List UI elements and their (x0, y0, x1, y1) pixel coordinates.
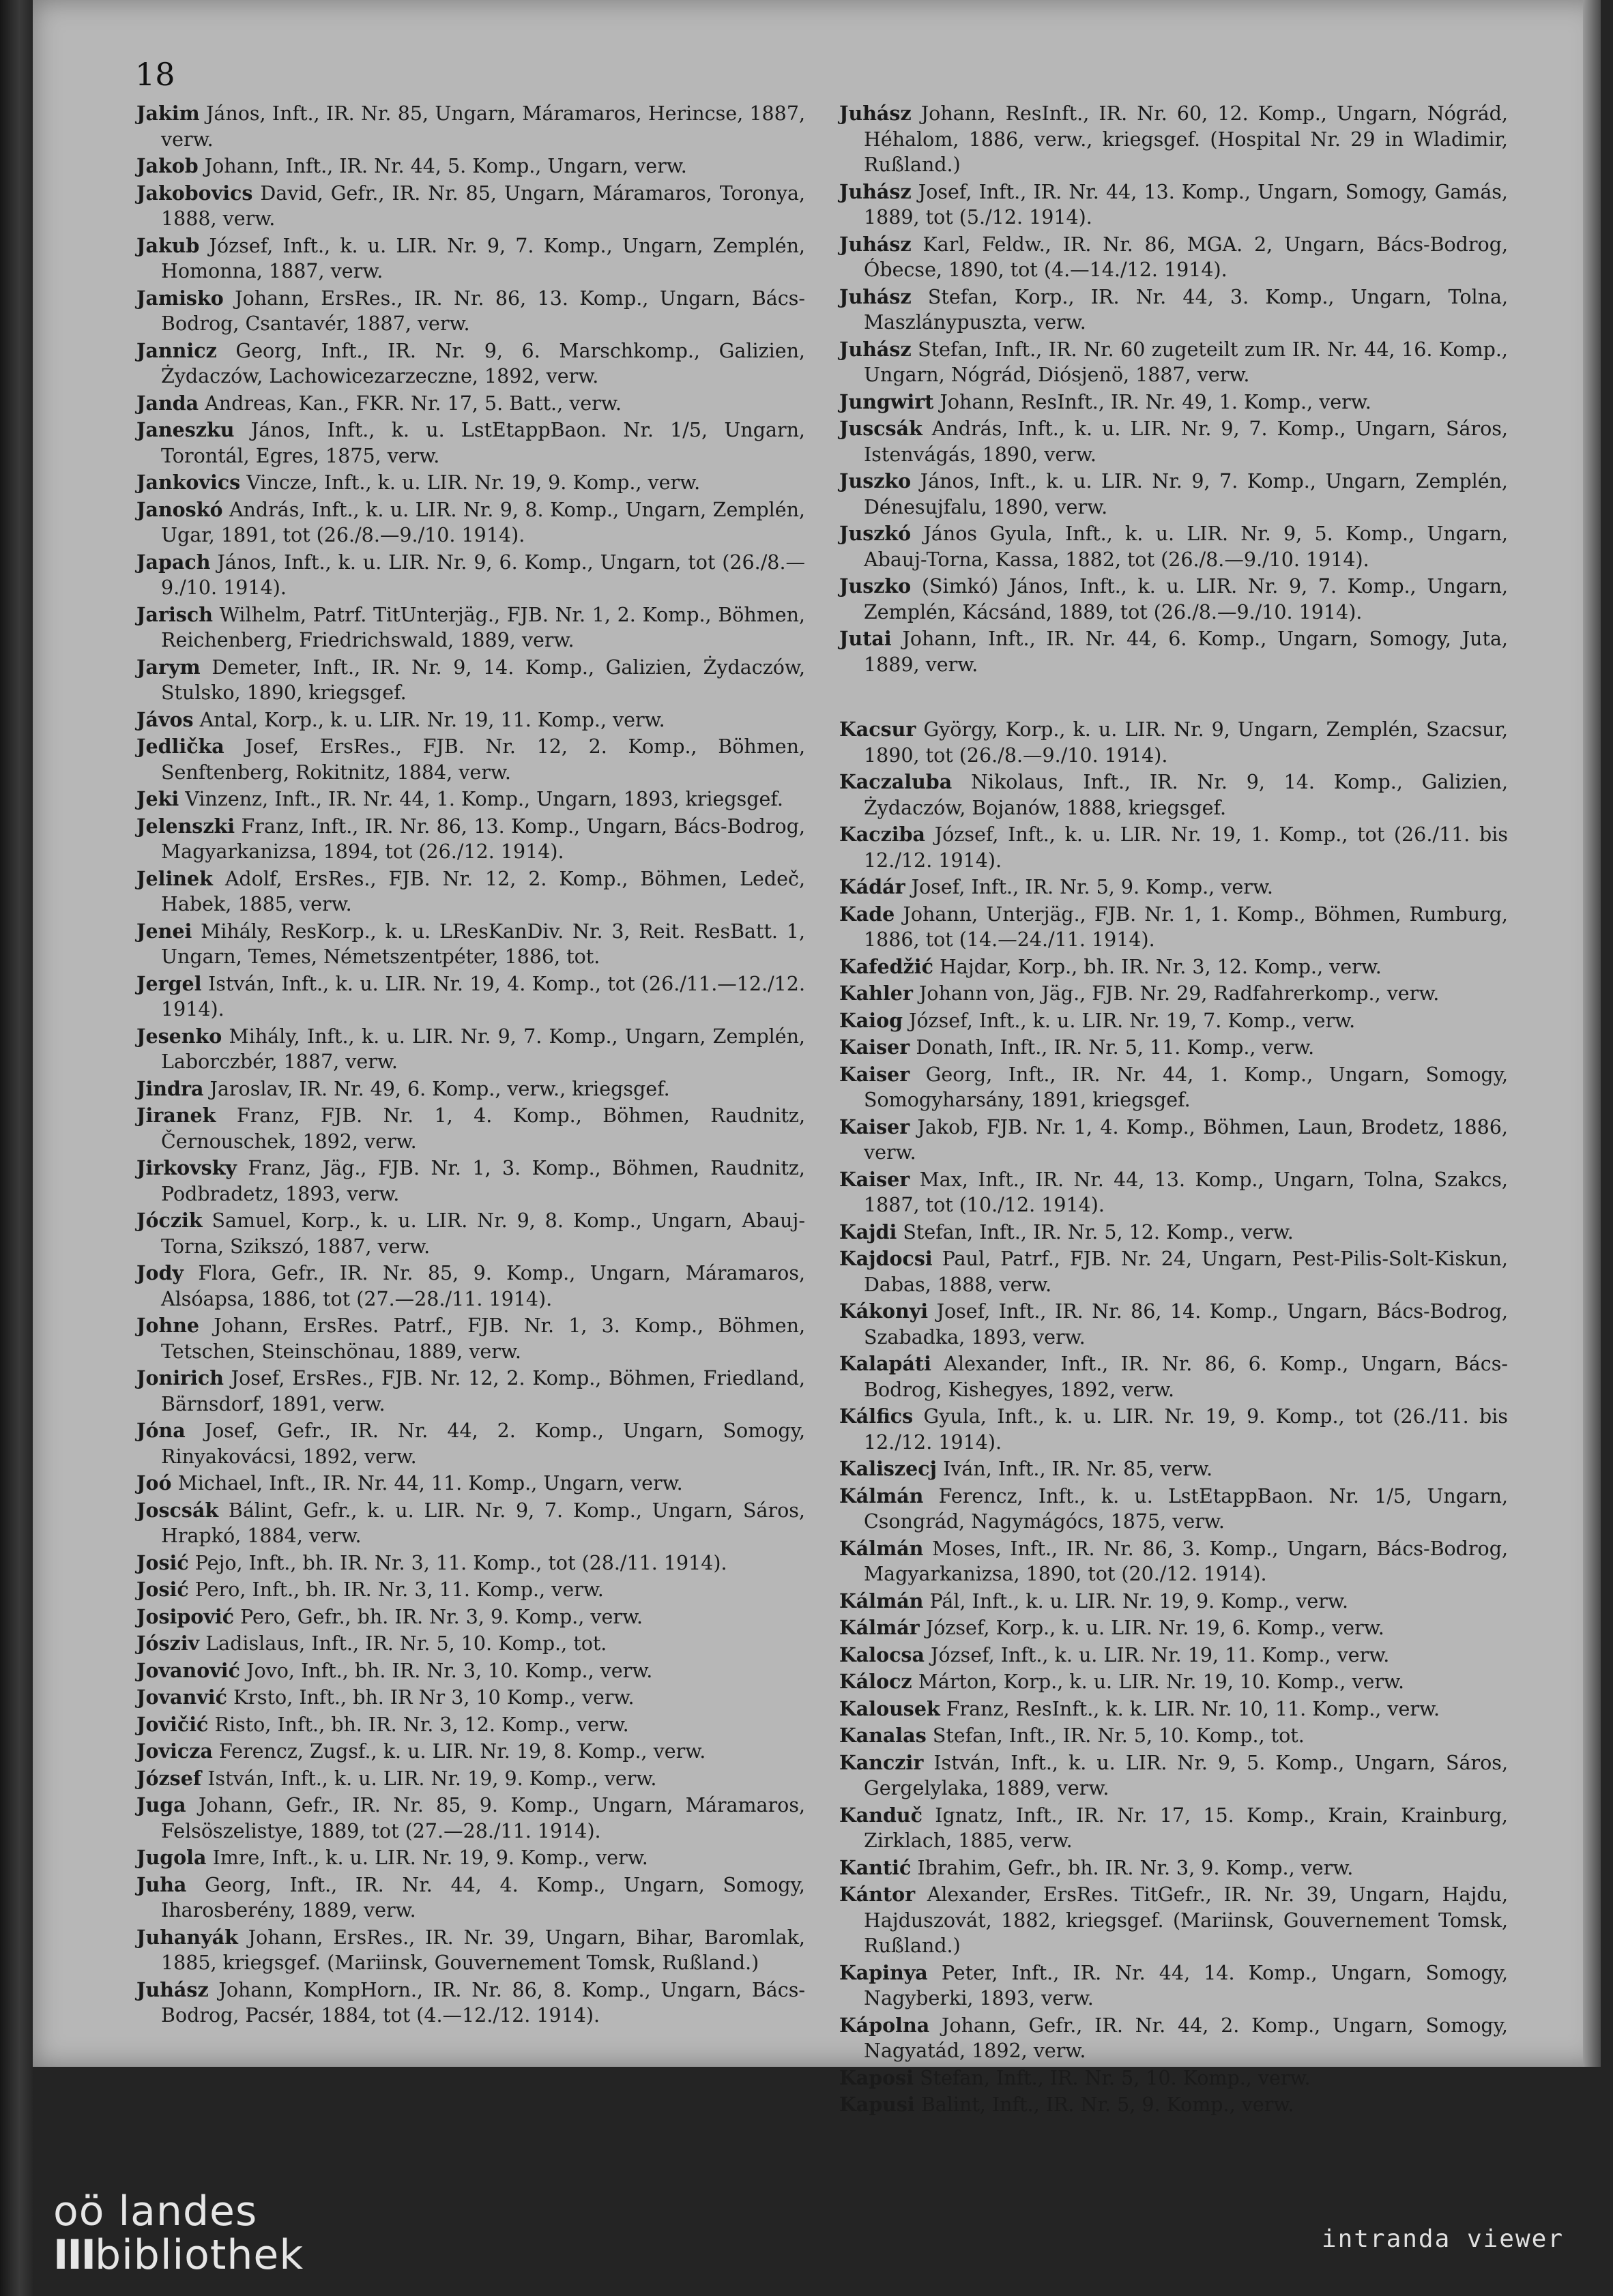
entry-surname: Josić (136, 1578, 189, 1601)
entry-surname: Juhász (839, 102, 912, 125)
list-item (136, 1261, 805, 1312)
entry-surname: Kaiser (839, 1035, 910, 1059)
entry-surname: Kahler (839, 982, 913, 1005)
entry-details: Johann, Gefr., IR. Nr. 85, 9. Komp., Ungarn, Máramaros, Felsöszelistye, 1889, tot (27.—28./11. 1914). (161, 1794, 806, 1842)
entry-details: Johann, ErsRes., IR. Nr. 86, 13. Komp., Ungarn, Bács-Bodrog, Csantavér, 1887, verw. (161, 286, 805, 335)
list-item (839, 1536, 1508, 1587)
entry-surname: Jósziv (136, 1632, 200, 1655)
entry-surname: Juhanyák (136, 1925, 238, 1949)
list-item (839, 902, 1508, 953)
list-item (136, 153, 805, 179)
entry-details: Michael, Inft., IR. Nr. 44, 11. Komp., Ungarn, verw. (177, 1472, 683, 1495)
entry-surname: Jindra (136, 1076, 204, 1100)
entry-details: Ferencz, Inft., k. u. LstEtappBaon. Nr. 1/5, Ungarn, Csongrád, Nagymágócs, 1875, verw. (864, 1484, 1509, 1533)
entry-surname: Juscsák (839, 417, 922, 440)
entry-surname: Kanalas (839, 1724, 927, 1747)
list-item (136, 1577, 805, 1603)
entry-surname: Janeszku (136, 418, 235, 441)
entry-surname: Jankovics (136, 471, 241, 494)
entry-surname: Kákonyi (839, 1299, 929, 1323)
entry-surname: Jakobovics (136, 181, 253, 205)
entry-surname: Kápolna (839, 2013, 930, 2037)
entry-surname: Kálmán (839, 1536, 924, 1560)
entry-surname: Juhász (839, 337, 912, 361)
entry-details: Johann, ResInft., IR. Nr. 60, 12. Komp., Ungarn, Nógrád, Héhalom, 1886, verw., kriegsgef. (Hospital Nr. 29 in Wladimir, Rußland.) (864, 102, 1508, 176)
list-item (839, 1696, 1508, 1722)
list-item (136, 101, 805, 152)
entry-surname: Jelenszki (136, 814, 235, 838)
list-item (839, 981, 1508, 1007)
entry-surname: Juszko (839, 469, 912, 492)
entry-details: Balint, Inft., IR. Nr. 5, 9. Komp., verw. (920, 2093, 1294, 2116)
entry-details: Stefan, Inft., IR. Nr. 5, 10. Komp., tot. (932, 1724, 1305, 1747)
list-item (839, 1062, 1508, 1113)
entry-details: Johann, Gefr., IR. Nr. 44, 2. Komp., Ungarn, Somogy, Nagyatád, 1892, verw. (864, 2014, 1508, 2062)
entry-details: János, Inft., k. u. LIR. Nr. 9, 6. Komp., Ungarn, tot (26./8.—9./10. 1914). (161, 550, 805, 599)
list-item (839, 337, 1508, 388)
entry-surname: Kade (839, 902, 895, 926)
entry-surname: Kajdi (839, 1220, 897, 1243)
list-item (136, 1685, 805, 1711)
list-item (839, 469, 1508, 520)
entry-surname: Jeki (136, 787, 179, 810)
entry-details: Johann, Inft., IR. Nr. 44, 5. Komp., Ungarn, verw. (204, 155, 687, 177)
entry-surname: Jesenko (136, 1024, 222, 1048)
entry-surname: Kálmán (839, 1484, 924, 1507)
list-item (839, 1484, 1508, 1535)
viewer-brand-label: intranda viewer (1321, 2225, 1564, 2253)
entry-details: Johann, ErsRes. Patrf., FJB. Nr. 1, 3. Komp., Böhmen, Tetschen, Steinschönau, 1889, verw. (161, 1314, 806, 1363)
entry-details: József, Inft., k. u. LIR. Nr. 19, 1. Komp., tot (26./11. bis 12./12. 1914). (864, 823, 1509, 872)
list-item (839, 1643, 1508, 1668)
entry-surname: Jakub (136, 233, 200, 257)
entry-details: Mihály, ResKorp., k. u. LResKanDiv. Nr. 3, Reit. ResBatt. 1, Ungarn, Temes, Németszentpéter, 1886, tot. (161, 919, 805, 968)
list-item (839, 2013, 1508, 2064)
list-item (839, 1669, 1508, 1695)
entry-surname: Josipović (136, 1604, 235, 1628)
list-item (136, 971, 805, 1022)
entry-details: Pero, Gefr., bh. IR. Nr. 3, 9. Komp., verw. (240, 1605, 643, 1628)
right-column-k-section (839, 717, 1508, 2118)
entry-details: Franz, ResInft., k. k. LIR. Nr. 10, 11. Komp., verw. (946, 1697, 1440, 1720)
entry-surname: Jarisch (136, 602, 213, 626)
entry-details: Stefan, Inft., IR. Nr. 5, 12. Komp., verw. (903, 1220, 1294, 1243)
entry-surname: Juhász (839, 179, 912, 203)
list-item (136, 1366, 805, 1417)
entry-details: Georg, Inft., IR. Nr. 44, 4. Komp., Ungarn, Somogy, Iharosberény, 1889, verw. (161, 1873, 805, 1922)
list-item (136, 866, 805, 917)
entry-details: Vincze, Inft., k. u. LIR. Nr. 19, 9. Komp., verw. (246, 471, 701, 494)
entry-details: István, Inft., k. u. LIR. Nr. 9, 5. Komp., Ungarn, Sáros, Gergelylaka, 1889, verw. (864, 1751, 1508, 1799)
list-item (839, 717, 1508, 768)
entry-details: Bálint, Gefr., k. u. LIR. Nr. 9, 7. Komp., Ungarn, Sáros, Hrapkó, 1884, verw. (161, 1499, 805, 1547)
entry-surname: Kalousek (839, 1696, 940, 1720)
entry-surname: Kapusi (839, 2093, 915, 2116)
entry-surname: Jovanvić (136, 1686, 227, 1709)
entry-surname: Joó (136, 1471, 172, 1495)
entry-surname: Kantić (839, 1855, 912, 1879)
list-item (136, 1872, 805, 1924)
list-item (839, 954, 1508, 980)
entry-surname: Jelinek (136, 866, 213, 890)
entry-surname: Juhász (839, 232, 912, 256)
list-item (839, 1115, 1508, 1166)
entry-surname: Jugola (136, 1846, 207, 1869)
entry-surname: Janoskó (136, 497, 223, 521)
list-item (136, 1156, 805, 1207)
list-item (136, 233, 805, 284)
entry-details: Josef, ErsRes., FJB. Nr. 12, 2. Komp., Böhmen, Friedland, Bärnsdorf, 1891, verw. (161, 1367, 806, 1415)
list-item (839, 1351, 1508, 1402)
entry-details: Iván, Inft., IR. Nr. 85, verw. (942, 1458, 1213, 1480)
list-item (136, 1793, 805, 1844)
entry-details: Franz, Jäg., FJB. Nr. 1, 3. Komp., Böhmen, Raudnitz, Podbradetz, 1893, verw. (161, 1157, 805, 1205)
entry-details: József, Inft., k. u. LIR. Nr. 9, 7. Komp., Ungarn, Zemplén, Homonna, 1887, verw. (161, 234, 805, 282)
entry-surname: Jarym (136, 655, 201, 679)
entry-details: Alexander, Inft., IR. Nr. 86, 6. Komp., Ungarn, Bács-Bodrog, Kishegyes, 1892, verw. (864, 1353, 1508, 1401)
entry-details: János, Inft., k. u. LIR. Nr. 9, 7. Komp., Ungarn, Zemplén, Dénesujfalu, 1890, verw. (864, 470, 1508, 518)
entry-details: Johann, Inft., IR. Nr. 44, 6. Komp., Ungarn, Somogy, Juta, 1889, verw. (864, 628, 1508, 676)
entry-details: Imre, Inft., k. u. LIR. Nr. 19, 9. Komp., verw. (212, 1846, 648, 1869)
entry-details: Hajdar, Korp., bh. IR. Nr. 3, 12. Komp., verw. (939, 955, 1382, 978)
list-item (136, 707, 805, 733)
entry-surname: Jóczik (136, 1209, 203, 1232)
entry-details: Josef, Gefr., IR. Nr. 44, 2. Komp., Ungarn, Somogy, Rinyakovácsi, 1892, verw. (161, 1419, 806, 1468)
entry-details: Josef, Inft., IR. Nr. 5, 9. Komp., verw. (911, 876, 1273, 898)
entry-details: Jakob, FJB. Nr. 1, 4. Komp., Böhmen, Laun, Brodetz, 1886, verw. (864, 1115, 1508, 1164)
list-item (136, 1498, 805, 1549)
entry-details: András, Inft., k. u. LIR. Nr. 9, 8. Komp., Ungarn, Zemplén, Ugar, 1891, tot (26./8.—9./10. 1914). (161, 498, 805, 546)
entry-details: Josef, ErsRes., FJB. Nr. 12, 2. Komp., Böhmen, Senftenberg, Rokitnitz, 1884, verw. (161, 735, 806, 784)
list-item (136, 1712, 805, 1738)
entry-details: Stefan, Korp., IR. Nr. 44, 3. Komp., Ungarn, Tolna, Maszlánypuszta, verw. (864, 285, 1509, 334)
list-item (839, 284, 1508, 336)
entry-details: Johann von, Jäg., FJB. Nr. 29, Radfahrerkomp., verw. (919, 982, 1440, 1005)
entry-surname: Josić (136, 1550, 189, 1574)
entry-surname: Kálfics (839, 1404, 914, 1428)
entry-surname: Kálmán (839, 1589, 924, 1613)
entry-surname: József (136, 1766, 202, 1790)
list-item (136, 1550, 805, 1576)
entry-surname: Juszkó (839, 522, 912, 545)
entry-surname: Jenei (136, 919, 192, 943)
list-item (136, 1076, 805, 1102)
list-item (839, 574, 1508, 625)
list-item (839, 179, 1508, 231)
entry-details: György, Korp., k. u. LIR. Nr. 9, Ungarn, Zemplén, Szacsur, 1890, tot (26./8.—9./10. 1914). (864, 718, 1509, 767)
list-item (136, 1766, 805, 1792)
list-item (839, 1220, 1508, 1246)
list-item (839, 874, 1508, 900)
list-item (839, 1750, 1508, 1801)
entry-details: Adolf, ErsRes., FJB. Nr. 12, 2. Komp., Böhmen, Ledeč, Habek, 1885, verw. (161, 867, 805, 915)
entry-surname: Jergel (136, 971, 202, 995)
entry-details: Mihály, Inft., k. u. LIR. Nr. 9, 7. Komp., Ungarn, Zemplén, Laborczbér, 1887, verw. (161, 1025, 805, 1073)
list-item (136, 1739, 805, 1765)
entry-details: Andreas, Kan., FKR. Nr. 17, 5. Batt., verw. (205, 392, 622, 415)
list-item (136, 919, 805, 970)
list-item (136, 1418, 805, 1469)
page-number: 18 (135, 56, 175, 93)
entry-details: János Gyula, Inft., k. u. LIR. Nr. 9, 5. Komp., Ungarn, Abauj-Torna, Kassa, 1882, tot (26./8.—9./10. 1914). (864, 523, 1508, 571)
entry-surname: Kalapáti (839, 1352, 931, 1375)
entry-surname: Jovicza (136, 1739, 213, 1763)
entry-details: János, Inft., k. u. LstEtappBaon. Nr. 1/5, Ungarn, Torontál, Egres, 1875, verw. (161, 419, 805, 467)
list-item (136, 1313, 805, 1364)
entry-details: Nikolaus, Inft., IR. Nr. 9, 14. Komp., Galizien, Żydaczów, Bojanów, 1888, kriegsgef. (864, 771, 1509, 819)
section-gap (839, 679, 1508, 717)
list-item (136, 1631, 805, 1657)
list-item (839, 1008, 1508, 1034)
list-item (136, 1208, 805, 1259)
list-item (136, 286, 805, 337)
list-item (839, 1456, 1508, 1482)
list-item (136, 1658, 805, 1684)
entry-details: Josef, Inft., IR. Nr. 86, 14. Komp., Ungarn, Bács-Bodrog, Szabadka, 1893, verw. (864, 1300, 1509, 1349)
entry-details: Márton, Korp., k. u. LIR. Nr. 19, 10. Komp., verw. (918, 1671, 1405, 1693)
right-column-j-section (839, 101, 1508, 677)
entry-surname: Kántor (839, 1883, 916, 1906)
list-item (136, 1604, 805, 1630)
entry-details: Krsto, Inft., bh. IR Nr 3, 10 Komp., verw. (233, 1686, 635, 1709)
entry-surname: Jutai (839, 627, 892, 650)
entry-details: Paul, Patrf., FJB. Nr. 24, Ungarn, Pest-Pilis-Solt-Kiskun, Dabas, 1888, verw. (864, 1248, 1508, 1296)
list-item (839, 1167, 1508, 1218)
entry-details: Samuel, Korp., k. u. LIR. Nr. 9, 8. Komp., Ungarn, Abauj-Torna, Szikszó, 1887, verw. (161, 1209, 805, 1258)
list-item (136, 181, 805, 232)
list-item (839, 1855, 1508, 1881)
entry-surname: Jamisko (136, 286, 224, 310)
entry-surname: Kacsur (839, 718, 916, 741)
list-item (839, 2092, 1508, 2118)
entry-surname: Juhász (839, 284, 912, 308)
entry-details: Risto, Inft., bh. IR. Nr. 3, 12. Komp., verw. (214, 1713, 629, 1736)
entry-surname: Jakim (136, 102, 200, 125)
list-item (839, 1882, 1508, 1959)
entry-details: József, Inft., k. u. LIR. Nr. 19, 11. Komp., verw. (931, 1643, 1390, 1666)
entry-details: Johann, KompHorn., IR. Nr. 86, 8. Komp., Ungarn, Bács-Bodrog, Pacsér, 1884, tot (4.—12./12. 1914). (161, 1978, 805, 2027)
list-item (136, 1024, 805, 1075)
list-item (136, 1845, 805, 1871)
library-logo (53, 2190, 304, 2277)
list-item (839, 1246, 1508, 1297)
list-item (839, 1589, 1508, 1615)
list-item (839, 1723, 1508, 1749)
page-edge (1583, 0, 1601, 2067)
list-item (839, 521, 1508, 572)
entry-surname: Jannicz (136, 338, 217, 362)
entry-details: Ignatz, Inft., IR. Nr. 17, 15. Komp., Krain, Krainburg, Zirklach, 1885, verw. (864, 1804, 1508, 1852)
entry-details: András, Inft., k. u. LIR. Nr. 9, 7. Komp., Ungarn, Sáros, Istenvágás, 1890, verw. (864, 417, 1508, 466)
entry-surname: Kaczaluba (839, 770, 953, 793)
entry-details: Josef, Inft., IR. Nr. 44, 13. Komp., Ungarn, Somogy, Gamás, 1889, tot (5./12. 1914). (864, 180, 1508, 229)
entry-details: Johann, ResInft., IR. Nr. 49, 1. Komp., verw. (940, 390, 1371, 413)
list-item (839, 389, 1508, 415)
logo-bars: III (53, 2231, 95, 2279)
entry-details: István, Inft., k. u. LIR. Nr. 19, 9. Komp., verw. (207, 1767, 657, 1790)
entry-details: Alexander, ErsRes. TitGefr., IR. Nr. 39, Ungarn, Hajdu, Hajduszovát, 1882, kriegsgef. (Mariinsk, Gouvernement Tomsk, Rußland.) (864, 1883, 1508, 1957)
entry-details: Ibrahim, Gefr., bh. IR. Nr. 3, 9. Komp., verw. (917, 1856, 1354, 1879)
entry-surname: Kádár (839, 875, 905, 898)
entry-details: Pero, Inft., bh. IR. Nr. 3, 11. Komp., verw. (194, 1578, 604, 1601)
entry-details: Pál, Inft., k. u. LIR. Nr. 19, 9. Komp., verw. (929, 1589, 1348, 1613)
entry-details: Peter, Inft., IR. Nr. 44, 14. Komp., Ungarn, Somogy, Nagyberki, 1893, verw. (864, 1961, 1508, 2010)
list-item (839, 1960, 1508, 2012)
entry-surname: Kafedžić (839, 954, 933, 978)
entry-surname: Jóna (136, 1419, 186, 1442)
entry-details: Moses, Inft., IR. Nr. 86, 3. Komp., Ungarn, Bács-Bodrog, Magyarkanizsa, 1890, tot (20./12. 1914). (864, 1537, 1509, 1585)
list-item (136, 417, 805, 469)
list-item (839, 101, 1508, 178)
list-item (839, 822, 1508, 873)
entry-details: Karl, Feldw., IR. Nr. 86, MGA. 2, Ungarn, Bács-Bodrog, Óbecse, 1890, tot (4.—14./12. 1914). (864, 233, 1509, 281)
list-item (839, 1803, 1508, 1854)
entry-details: David, Gefr., IR. Nr. 85, Ungarn, Máramaros, Toronya, 1888, verw. (161, 181, 806, 230)
entry-surname: Kaliszecj (839, 1457, 937, 1480)
logo-line-1: oö landes (53, 2188, 258, 2235)
list-item (136, 1103, 805, 1154)
list-item (839, 769, 1508, 821)
entry-surname: Kaposi (839, 2065, 914, 2089)
list-item (136, 470, 805, 496)
entry-details: István, Inft., k. u. LIR. Nr. 19, 4. Komp., tot (26./11.—12./12. 1914). (161, 972, 805, 1020)
entry-details: Franz, FJB. Nr. 1, 4. Komp., Böhmen, Raudnitz, Černouschek, 1892, verw. (161, 1104, 805, 1153)
entry-surname: Jovanović (136, 1658, 240, 1682)
entry-surname: Kajdocsi (839, 1247, 933, 1270)
viewer-left-strip (0, 0, 33, 2296)
entry-surname: Juhász (136, 1977, 209, 2001)
list-item (839, 416, 1508, 467)
entry-details: Max, Inft., IR. Nr. 44, 13. Komp., Ungarn, Tolna, Szakcs, 1887, tot (10./12. 1914). (864, 1168, 1508, 1216)
list-item (839, 626, 1508, 677)
entry-surname: Juga (136, 1793, 186, 1816)
entry-details: Stefan, Inft., IR. Nr. 5, 10. Komp., verw. (920, 2066, 1311, 2089)
entry-surname: Johne (136, 1314, 200, 1337)
entry-surname: Kanduč (839, 1803, 922, 1827)
entry-details: Ladislaus, Inft., IR. Nr. 5, 10. Komp., tot. (205, 1632, 607, 1655)
entry-surname: Japach (136, 550, 211, 574)
list-item (839, 1404, 1508, 1455)
entry-surname: Jody (136, 1261, 184, 1284)
entry-details: Antal, Korp., k. u. LIR. Nr. 19, 11. Komp., verw. (199, 708, 665, 731)
entry-surname: Kacziba (839, 823, 925, 846)
entry-details: Georg, Inft., IR. Nr. 44, 1. Komp., Ungarn, Somogy, Somogyharsány, 1891, kriegsgef. (864, 1063, 1508, 1111)
list-item (136, 734, 805, 785)
list-item (136, 338, 805, 389)
list-item (839, 1615, 1508, 1641)
left-column (136, 101, 805, 2030)
entry-details: Georg, Inft., IR. Nr. 9, 6. Marschkomp., Galizien, Żydaczów, Lachowicezarzeczne, 1892, verw. (161, 339, 805, 387)
entry-surname: Kaiser (839, 1167, 910, 1191)
entry-details: Donath, Inft., IR. Nr. 5, 11. Komp., verw. (916, 1036, 1315, 1059)
list-item (839, 232, 1508, 283)
entry-details: Ferencz, Zugsf., k. u. LIR. Nr. 19, 8. Komp., verw. (218, 1740, 706, 1763)
entry-surname: Juha (136, 1872, 187, 1896)
entry-details: Johann, Unterjäg., FJB. Nr. 1, 1. Komp., Böhmen, Rumburg, 1886, tot (14.—24./11. 1914). (864, 902, 1508, 951)
entry-details: Stefan, Inft., IR. Nr. 60 zugeteilt zum IR. Nr. 44, 16. Komp., Ungarn, Nógrád, Diósjenö, 1887, verw. (864, 338, 1508, 386)
entry-surname: Jirkovsky (136, 1156, 237, 1179)
list-item (136, 497, 805, 548)
entry-surname: Joscsák (136, 1498, 219, 1522)
list-item (136, 391, 805, 417)
entry-surname: Janda (136, 391, 199, 415)
entry-surname: Jakob (136, 154, 199, 177)
entry-details: Jovo, Inft., bh. IR. Nr. 3, 10. Komp., verw. (246, 1659, 653, 1682)
list-item (136, 1471, 805, 1497)
list-item (839, 1299, 1508, 1350)
entry-details: Vinzenz, Inft., IR. Nr. 44, 1. Komp., Ungarn, 1893, kriegsgef. (185, 788, 783, 810)
entry-details: József, Korp., k. u. LIR. Nr. 19, 6. Komp., verw. (925, 1617, 1384, 1639)
entry-surname: Kaiog (839, 1008, 903, 1032)
entry-surname: Kapinya (839, 1960, 928, 1984)
entry-details: Demeter, Inft., IR. Nr. 9, 14. Komp., Galizien, Żydaczów, Stulsko, 1890, kriegsgef. (161, 656, 806, 704)
entry-surname: Jovičić (136, 1712, 209, 1736)
entry-surname: Kálocz (839, 1670, 912, 1693)
logo-line-2: bibliothek (94, 2231, 304, 2279)
list-item (136, 814, 805, 865)
list-item (136, 786, 805, 812)
entry-details: Jaroslav, IR. Nr. 49, 6. Komp., verw., kriegsgef. (209, 1077, 670, 1100)
entry-surname: Jedlička (136, 735, 224, 758)
list-item (136, 1925, 805, 1976)
entry-details: Pejo, Inft., bh. IR. Nr. 3, 11. Komp., tot (28./11. 1914). (194, 1551, 727, 1574)
entry-surname: Kaiser (839, 1062, 910, 1086)
list-item (839, 1035, 1508, 1061)
list-item (839, 2065, 1508, 2091)
list-item (136, 655, 805, 706)
right-column (839, 101, 1508, 2119)
entry-surname: Kálmár (839, 1616, 920, 1639)
entry-details: János, Inft., IR. Nr. 85, Ungarn, Máramaros, Herincse, 1887, verw. (161, 102, 806, 151)
entry-surname: Kalocsa (839, 1643, 925, 1666)
entry-surname: Kanczir (839, 1750, 924, 1774)
entry-surname: Juszko (839, 574, 912, 598)
entry-surname: Jávos (136, 707, 194, 731)
list-item (136, 1977, 805, 2029)
entry-surname: Jiranek (136, 1104, 216, 1127)
entry-details: Wilhelm, Patrf. TitUnterjäg., FJB. Nr. 1, 2. Komp., Böhmen, Reichenberg, Friedrichswald, 1889, verw. (161, 603, 805, 651)
entry-surname: Jungwirt (839, 389, 934, 413)
entry-surname: Kaiser (839, 1115, 910, 1138)
entry-details: Gyula, Inft., k. u. LIR. Nr. 19, 9. Komp., tot (26./11. bis 12./12. 1914). (864, 1405, 1508, 1454)
list-item (136, 602, 805, 653)
entry-details: Flora, Gefr., IR. Nr. 85, 9. Komp., Ungarn, Máramaros, Alsóapsa, 1886, tot (27.—28./11. 1914). (161, 1262, 806, 1310)
entry-details: (Simkó) János, Inft., k. u. LIR. Nr. 9, 7. Komp., Ungarn, Zemplén, Kácsánd, 1889, tot (26./8.—9./10. 1914). (864, 575, 1509, 623)
entry-surname: Jonirich (136, 1366, 224, 1389)
entry-details: Franz, Inft., IR. Nr. 86, 13. Komp., Ungarn, Bács-Bodrog, Magyarkanizsa, 1894, tot (26./12. 1914). (161, 814, 806, 863)
list-item (136, 550, 805, 601)
entry-details: Johann, ErsRes., IR. Nr. 39, Ungarn, Bihar, Baromlak, 1885, kriegsgef. (Mariinsk, Gouvernement Tomsk, Rußland.) (161, 1926, 805, 1974)
entry-details: József, Inft., k. u. LIR. Nr. 19, 7. Komp., verw. (909, 1009, 1356, 1032)
